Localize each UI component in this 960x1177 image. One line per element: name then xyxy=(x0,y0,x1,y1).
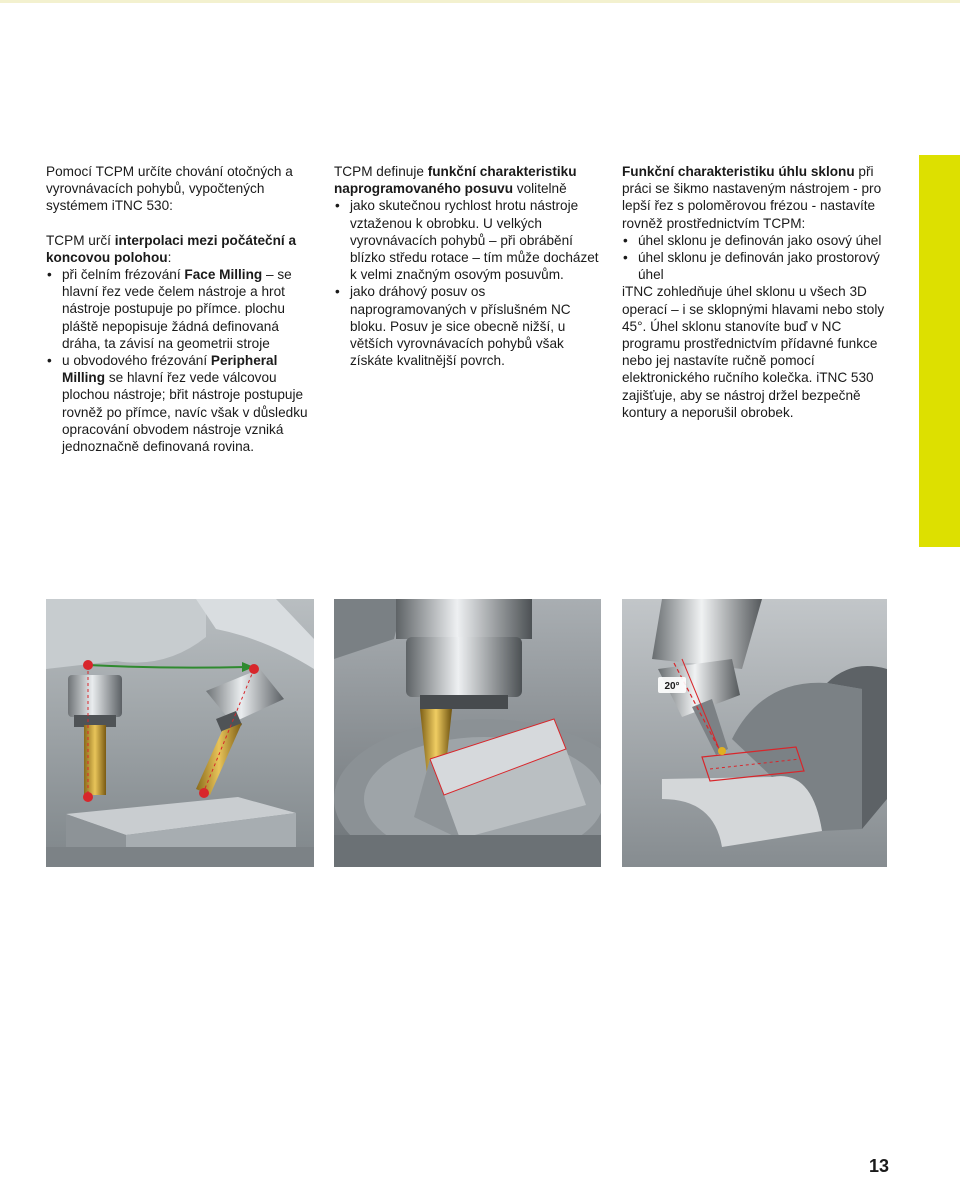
figure-face-milling-illustration xyxy=(46,599,314,867)
lead-paragraph: TCPM určí interpolaci mezi počáteční a koncovou polohou: xyxy=(46,232,297,265)
intro-paragraph: Pomocí TCPM určíte chování otočných a vyrovnávacích pohybů, vypočtených systémem iTNC 530: xyxy=(46,164,293,214)
lead-paragraph: TCPM definuje funkční charakteristiku naprogramovaného posuvu volitelně xyxy=(334,164,577,197)
list-item: • při čelním frézování Face Milling – se hlavní řez vede čelem nástroje a hrot nástroje postupuje po přímce. plochu pláště nepopisuje žádná definovaná dráha, ta závisí na geometrii stroje xyxy=(46,266,314,352)
figure-peripheral-milling xyxy=(334,599,601,867)
figure-face-milling xyxy=(46,599,314,867)
angle-label: 20° xyxy=(664,681,680,692)
list-item: • úhel sklonu je definován jako prostorový úhel xyxy=(622,249,894,283)
figure-tilt-angle-illustration xyxy=(622,599,887,867)
text-column-1 xyxy=(46,163,314,455)
figure-tilt-angle xyxy=(622,599,887,867)
bullet-list xyxy=(622,232,894,284)
bullet-list xyxy=(334,197,604,369)
list-item: • úhel sklonu je definován jako osový úhel xyxy=(622,232,894,249)
top-rule xyxy=(0,0,960,3)
figure-peripheral-milling-illustration xyxy=(334,599,601,867)
body-paragraph: iTNC zohledňuje úhel sklonu u všech 3D operací – i se sklopnými hlavami nebo stoly 45°. Úhel sklonu stanovíte buď v NC programu prostřednictvím přídavné funkce nebo jej nastavíte ručně pomocí elektronického ručního kolečka. iTNC 530 zajišťuje, aby se nástroj držel bezpečně kontury a neporušil obrobek. xyxy=(622,284,885,420)
list-item: • u obvodového frézování Peripheral Milling se hlavní řez vede válcovou plochou nástroje; břit nástroje postupuje rovněž po přímce, navíc však v důsledku opracování obvodem nástroje vzniká jednoznačně definovaná rovina. xyxy=(46,352,314,455)
text-column-2 xyxy=(334,163,604,369)
list-item: • jako dráhový posuv os naprogramovaných v příslušném NC bloku. Posuv je sice obecně nižší, u větších vyrovnávacích pohybů však získáte kvalitnější povrch. xyxy=(334,283,604,369)
chapter-tab xyxy=(919,155,960,547)
text-column-3 xyxy=(622,163,894,421)
lead-paragraph: Funkční charakteristiku úhlu sklonu při práci se šikmo nastaveným nástrojem - pro lepší řez s poloměrovou frézou - nastavíte rovněž prostřednictvím TCPM: xyxy=(622,164,882,231)
bullet-list xyxy=(46,266,314,455)
page-number: 13 xyxy=(868,1156,889,1176)
list-item: • jako skutečnou rychlost hrotu nástroje vztaženou k obrobku. U velkých vyrovnávacích pohybů – při obrábění blízko středu rotace – tím může docházet k velmi značným osovým posuvům. xyxy=(334,197,604,283)
